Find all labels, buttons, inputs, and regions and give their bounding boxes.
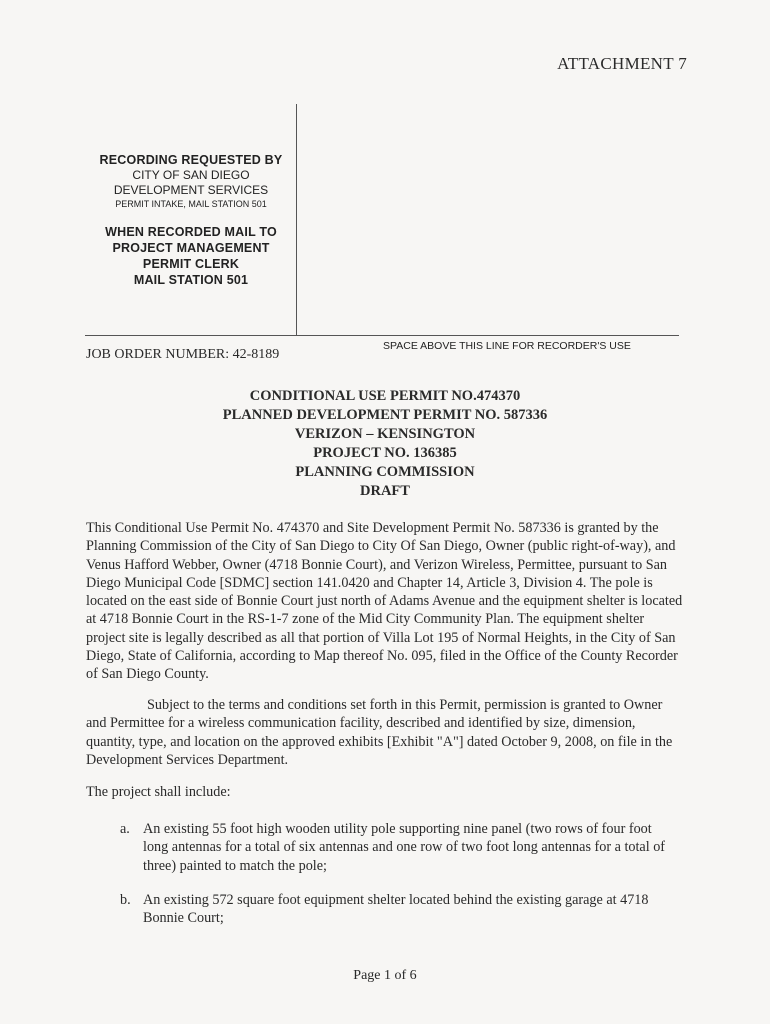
list-marker: b. (120, 892, 131, 908)
title-planning-commission: PLANNING COMMISSION (295, 464, 475, 480)
recording-requested-label: RECORDING REQUESTED BY (99, 153, 283, 167)
list-item-text: An existing 55 foot high wooden utility pole supporting nine panel (two rows of four foot long antennas for a total of six antennas and one row of two foot long antennas for a total of three) painted to match the pole; (143, 821, 666, 874)
paragraph-permission: Subject to the terms and conditions set forth in this Permit, permission is granted to Owner and Permittee for a wireless communication facility, described and identified by size, dimension, quantity, type, and location on the approved exhibits [Exhibit "A"] dated October 9, 2008, on file in the Development Services Department. (86, 697, 673, 768)
requested-by-city: CITY OF SAN DIEGO (132, 168, 250, 182)
recorder-use-note: SPACE ABOVE THIS LINE FOR RECORDER'S USE (383, 340, 631, 352)
recorder-divider-horizontal (85, 335, 679, 336)
title-conditional-use-permit: CONDITIONAL USE PERMIT NO.474370 (249, 388, 521, 404)
recorder-divider-vertical (296, 104, 297, 336)
mail-to-station: MAIL STATION 501 (133, 273, 249, 287)
title-planned-development-permit: PLANNED DEVELOPMENT PERMIT NO. 587336 (222, 407, 548, 423)
requested-by-station: PERMIT INTAKE, MAIL STATION 501 (115, 199, 267, 209)
recording-box (86, 152, 296, 288)
page-number: Page 1 of 6 (353, 968, 417, 983)
list-item (120, 820, 680, 875)
list-item-text: An existing 572 square foot equipment shelter located behind the existing garage at 4718 Bonnie Court; (143, 892, 649, 927)
job-order-number: JOB ORDER NUMBER: 42-8189 (86, 347, 280, 362)
title-draft: DRAFT (360, 483, 410, 499)
mail-to-label: WHEN RECORDED MAIL TO (105, 225, 277, 239)
paragraph-project-includes: The project shall include: (86, 784, 231, 800)
list-item (120, 891, 680, 928)
title-project-number: PROJECT NO. 136385 (313, 445, 457, 461)
mail-to-project-management: PROJECT MANAGEMENT (112, 241, 270, 255)
paragraph-grant: This Conditional Use Permit No. 474370 and Site Development Permit No. 587336 is granted by the Planning Commission of the City of San Diego to City Of San Diego, Owner (public right-of-way), and Venus Hafford Webber, Owner (4718 Bonnie Court), and Verizon Wireless, Permittee, pursuant to San Diego Municipal Code [SDMC] section 141.0420 and Chapter 14, Article 3, Division 4. The pole is located on the east side of Bonnie Court just north of Adams Avenue and the equipment shelter is located at 4718 Bonnie Court in the RS-1-7 zone of the Mid City Community Plan. The equipment shelter project site is legally described as all that portion of Villa Lot 195 of Normal Heights, in the City of San Diego, State of California, according to Map thereof No. 095, filed in the Office of the County Recorder of San Diego County. (86, 520, 683, 683)
requested-by-department: DEVELOPMENT SERVICES (113, 183, 269, 197)
mail-to-permit-clerk: PERMIT CLERK (142, 257, 240, 271)
list-marker: a. (120, 821, 130, 837)
title-project-name: VERIZON – KENSINGTON (294, 426, 476, 442)
attachment-label: ATTACHMENT 7 (557, 54, 687, 73)
permit-title-block (0, 387, 770, 501)
